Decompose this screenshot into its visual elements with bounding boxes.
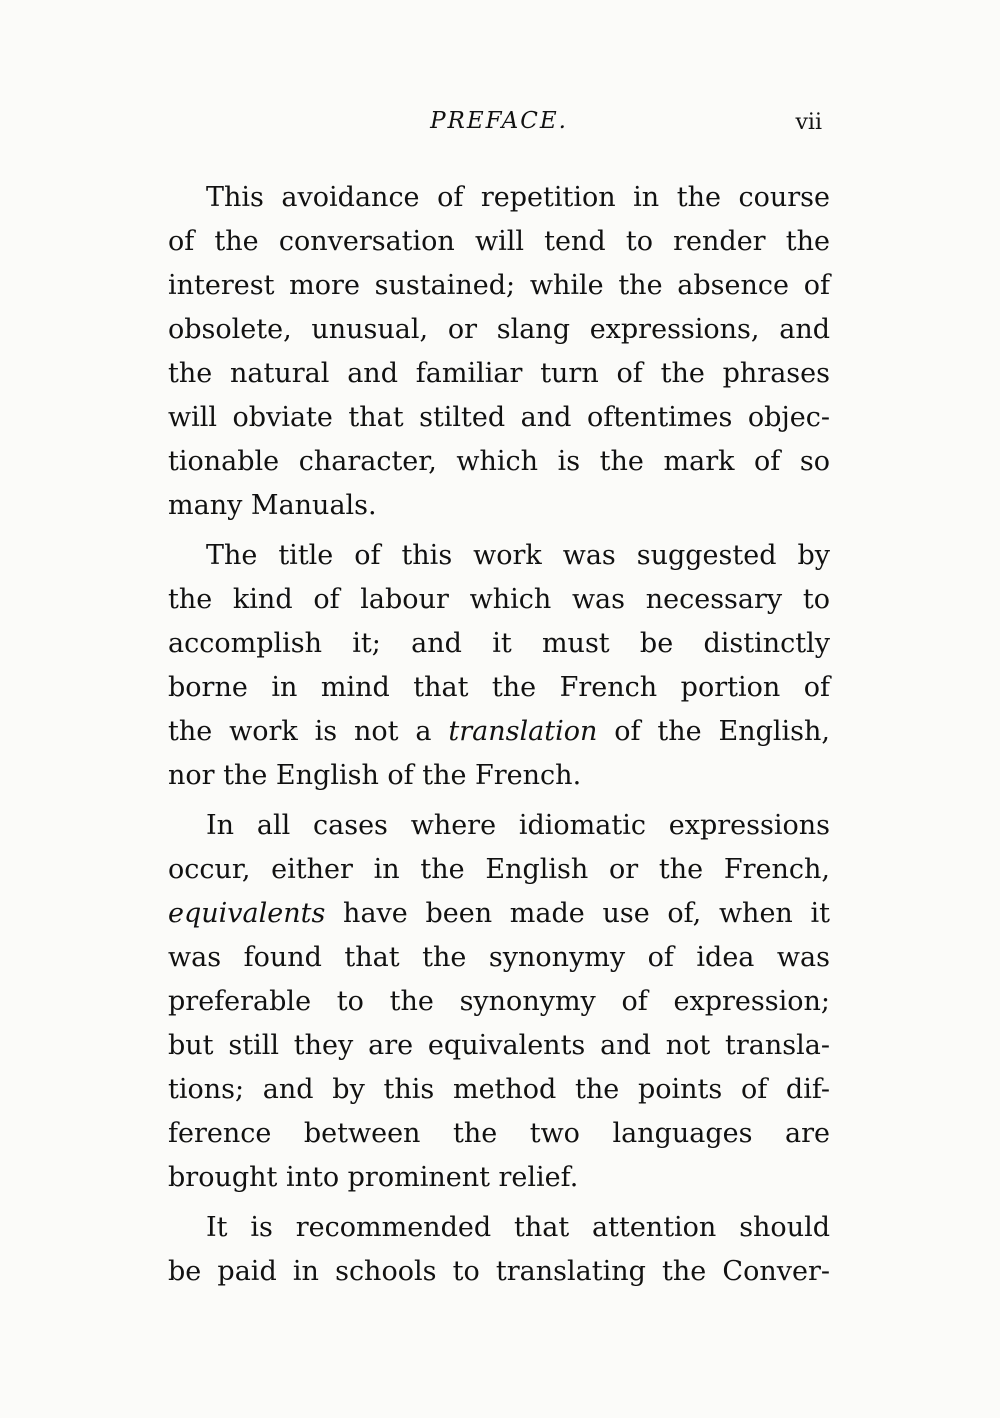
italic-word: translation [448, 716, 598, 747]
text-line: This avoidance of repetition in the course [206, 182, 830, 213]
paragraph [168, 804, 830, 1200]
text-run: the work is not a [168, 716, 449, 747]
text-line: accomplish it; and it must be distinctly [168, 628, 830, 659]
text-line: nor the English of the French. [168, 760, 582, 791]
text-line: borne in mind that the French portion of [168, 672, 830, 703]
text-line: preferable to the synonymy of expression; [168, 986, 830, 1017]
body-text [168, 176, 830, 1300]
text-line: brought into prominent relief. [168, 1162, 579, 1193]
text-line: tions; and by this method the points of dif- [168, 1074, 830, 1105]
paragraph [168, 534, 830, 798]
text-line: but still they are equivalents and not transla- [168, 1030, 830, 1061]
text-line: will obviate that stilted and oftentimes objec- [168, 402, 830, 433]
text-line: the kind of labour which was necessary to [168, 584, 830, 615]
text-line [168, 710, 830, 754]
text-run: of the English, [597, 716, 830, 747]
text-line: many Manuals. [168, 490, 377, 521]
text-line: The title of this work was suggested by [206, 540, 830, 571]
italic-word: equivalents [168, 898, 326, 929]
text-line: tionable character, which is the mark of so [168, 446, 830, 477]
text-line: of the conversation will tend to render the [168, 226, 830, 257]
text-line: It is recommended that attention should [206, 1212, 830, 1243]
text-line: be paid in schools to translating the Conver- [168, 1256, 830, 1287]
running-title: PREFACE. [430, 108, 568, 134]
paragraph [168, 1206, 830, 1294]
text-line: the natural and familiar turn of the phrases [168, 358, 830, 389]
paragraph [168, 176, 830, 528]
text-line: obsolete, unusual, or slang expressions, and [168, 314, 830, 345]
text-line: interest more sustained; while the absence of [168, 270, 830, 301]
text-line: was found that the synonymy of idea was [168, 942, 830, 973]
text-line [168, 892, 830, 936]
text-run: have been made use of, when it [325, 898, 830, 929]
page-header [168, 108, 830, 148]
text-line: In all cases where idiomatic expressions [206, 810, 830, 841]
page-number: vii [795, 110, 822, 135]
text-line: ference between the two languages are [168, 1118, 830, 1149]
text-line: occur, either in the English or the French, [168, 854, 830, 885]
